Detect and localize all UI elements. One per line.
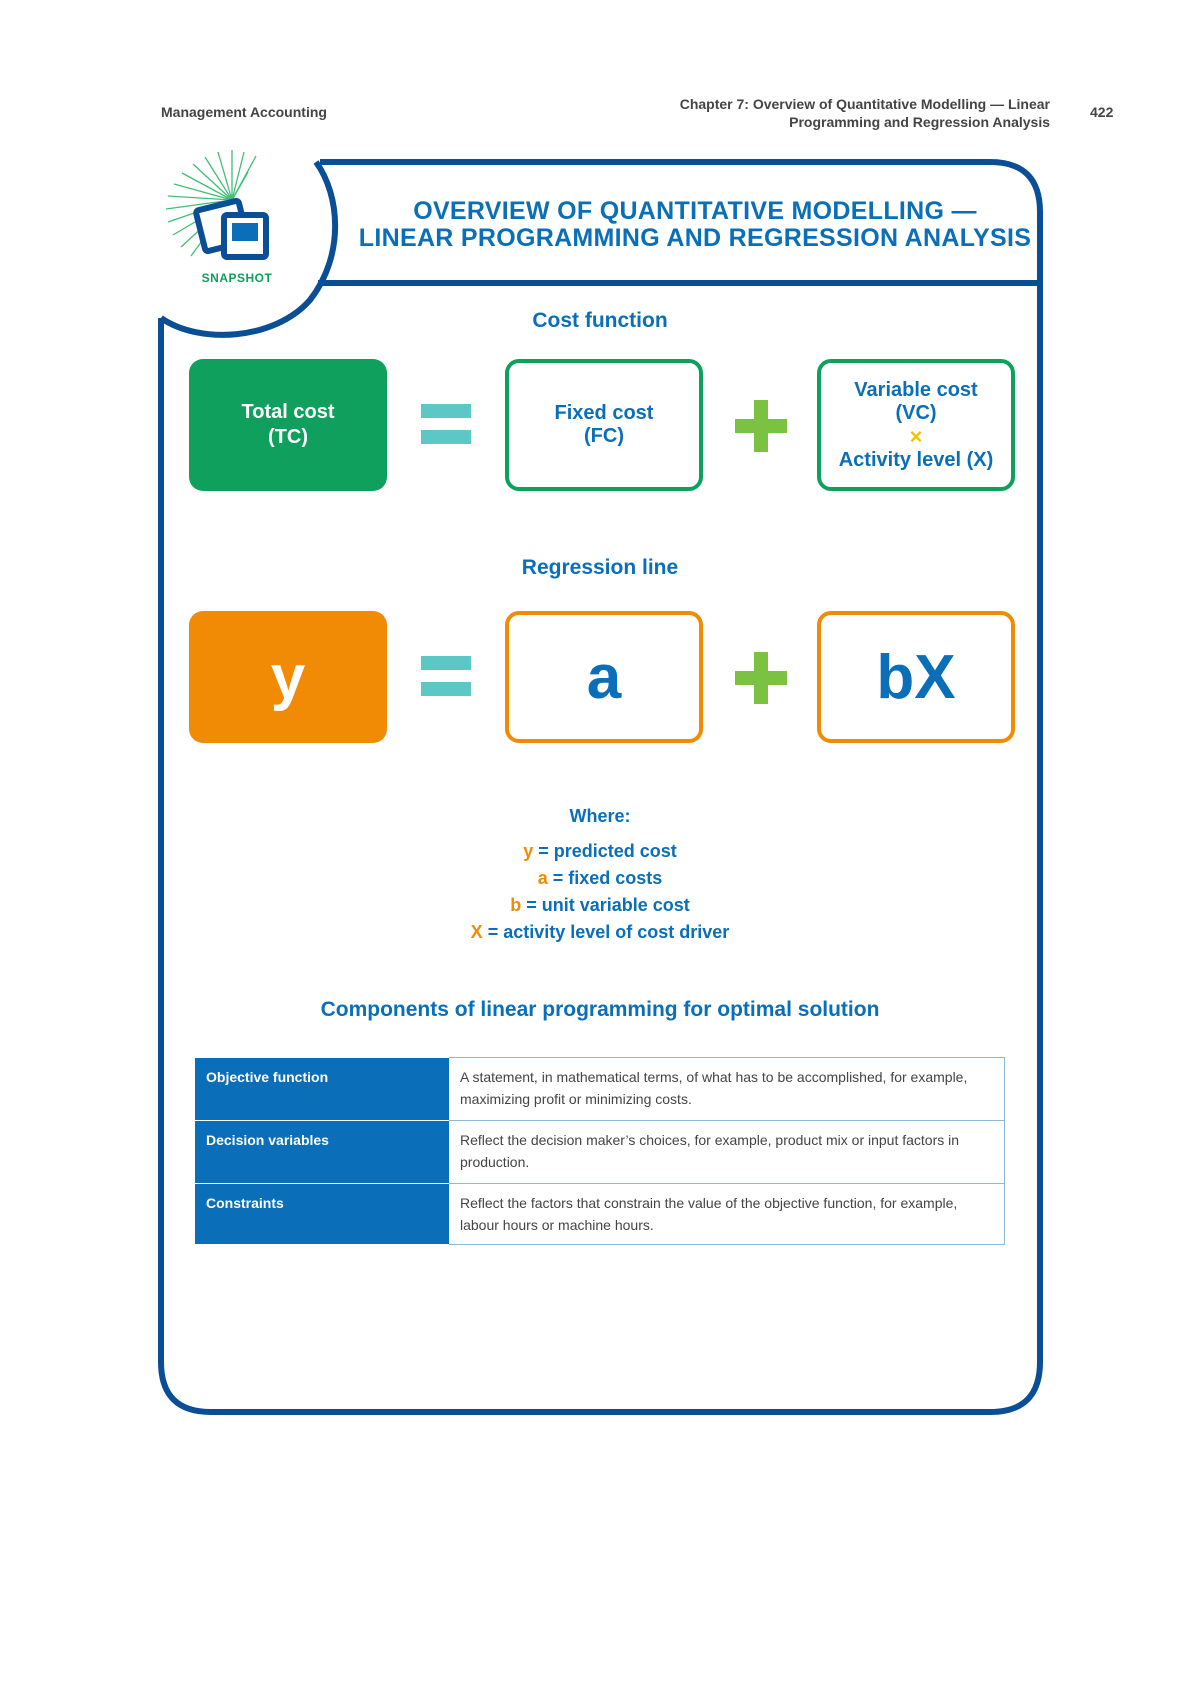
where-legend xyxy=(350,803,850,946)
plus-sign xyxy=(754,400,768,452)
total-cost-label: Total cost xyxy=(241,401,335,423)
table-row xyxy=(195,1058,1005,1121)
variable-cost-label: Variable cost xyxy=(854,378,978,401)
running-header-book: Management Accounting xyxy=(161,104,327,120)
photos-icon xyxy=(196,200,266,257)
table-row xyxy=(195,1184,1005,1245)
description-cell: Reflect the factors that constrain the value of the objective function, for example, labour hours or machine hours. xyxy=(449,1184,1005,1245)
title-line-1: OVERVIEW OF QUANTITATIVE MODELLING — xyxy=(413,197,977,225)
description-cell: Reflect the decision maker’s choices, for example, product mix or input factors in production. xyxy=(449,1121,1005,1184)
fixed-cost-abbr: (FC) xyxy=(584,425,624,447)
lp-components-table xyxy=(195,1057,1005,1245)
title-line-2: LINEAR PROGRAMMING AND REGRESSION ANALYSIS xyxy=(358,224,1032,252)
snapshot-label: SNAPSHOT xyxy=(201,271,273,285)
a-symbol: a xyxy=(586,642,622,712)
legend-item: X = activity level of cost driver xyxy=(470,922,730,942)
legend-item: a = fixed costs xyxy=(537,868,663,888)
term-cell: Objective function xyxy=(195,1058,449,1121)
regression-heading: Regression line xyxy=(521,556,679,579)
fixed-cost-label: Fixed cost xyxy=(554,402,654,424)
multiply-sign: × xyxy=(909,423,923,449)
table-row xyxy=(195,1121,1005,1184)
a-box xyxy=(505,611,703,743)
equals-sign xyxy=(421,404,471,418)
page-number: 422 xyxy=(1090,104,1114,120)
term-cell: Constraints xyxy=(195,1184,449,1245)
equals-sign xyxy=(421,430,471,444)
chapter-line-2: Programming and Regression Analysis xyxy=(789,114,1050,130)
chapter-line-1: Chapter 7: Overview of Quantitative Modelling — Linear xyxy=(679,96,1050,112)
y-symbol: y xyxy=(270,642,306,712)
bx-box xyxy=(817,611,1015,743)
activity-level-label: Activity level (X) xyxy=(838,448,994,471)
equals-sign xyxy=(421,682,471,696)
where-heading: Where: xyxy=(569,806,631,826)
term-cell: Decision variables xyxy=(195,1121,449,1184)
variable-cost-box xyxy=(817,359,1015,491)
fixed-cost-box xyxy=(505,359,703,491)
variable-cost-abbr: (VC) xyxy=(895,401,937,424)
page-title xyxy=(340,198,1050,252)
plus-sign xyxy=(754,652,768,704)
total-cost-box xyxy=(189,359,387,491)
bx-symbol: bX xyxy=(876,642,956,712)
lp-heading: Components of linear programming for optimal solution xyxy=(320,998,880,1021)
cost-function-heading: Cost function xyxy=(532,309,668,332)
total-cost-abbr: (TC) xyxy=(268,426,308,448)
legend-item: b = unit variable cost xyxy=(510,895,690,915)
equals-sign xyxy=(421,656,471,670)
legend-item: y = predicted cost xyxy=(523,841,677,861)
y-box xyxy=(189,611,387,743)
description-cell: A statement, in mathematical terms, of what has to be accomplished, for example, maximizing profit or minimizing costs. xyxy=(449,1058,1005,1121)
